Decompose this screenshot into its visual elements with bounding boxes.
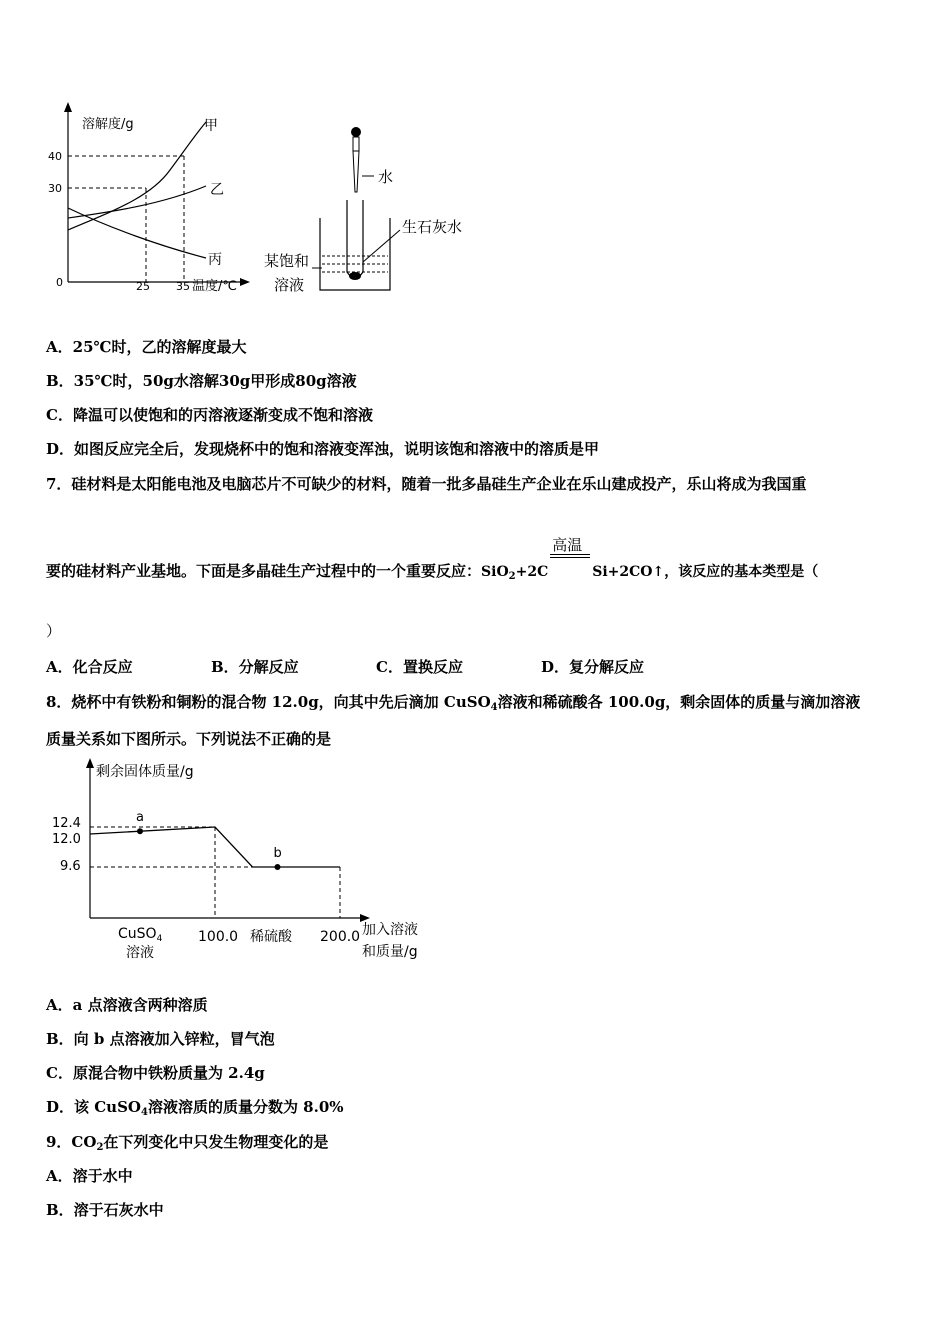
- q6-option-b: B．35℃时，50g水溶解30g甲形成80g溶液: [46, 372, 357, 390]
- chart-xtick-200: 200.0: [320, 929, 361, 945]
- q6-option-c: C．降温可以使饱和的丙溶液逐渐变成不饱和溶液: [46, 406, 373, 424]
- q7-option-d: D．复分解反应: [541, 658, 645, 676]
- x-tick-35: 35: [176, 280, 190, 293]
- chart-ytick-9-6: 9.6: [60, 859, 81, 874]
- q7-product: Si+2CO↑，该反应的基本类型是（: [592, 564, 819, 580]
- q6-option-a: A．25℃时，乙的溶解度最大: [46, 338, 247, 356]
- mass-chart: [40, 756, 440, 966]
- curve-label-yi: 乙: [210, 182, 224, 198]
- series-line: [90, 827, 340, 867]
- q7-option-a: A．化合反应: [46, 658, 133, 676]
- q7-option-c: C．置换反应: [376, 658, 463, 676]
- q8-option-b: B．向 b 点溶液加入锌粒，冒气泡: [46, 1030, 275, 1048]
- label-quicklime: 生石灰水: [402, 218, 463, 236]
- origin-label: 0: [56, 276, 63, 289]
- chart-ytick-12-0: 12.0: [52, 832, 81, 847]
- q6-option-d: D．如图反应完全后，发现烧杯中的饱和溶液变浑浊，说明该饱和溶液中的溶质是甲: [46, 440, 600, 458]
- label-water: 水: [378, 168, 394, 186]
- q8-stem-line2: 质量关系如下图所示。下列说法不正确的是: [46, 730, 332, 748]
- chart-xlabel-2: 和质量/g: [362, 944, 418, 960]
- point-a: [137, 828, 143, 834]
- x-tick-25: 25: [136, 280, 150, 293]
- y-tick-40: 40: [48, 150, 62, 163]
- solubility-figure: [40, 100, 480, 300]
- q7-stem-line1: 7．硅材料是太阳能电池及电脑芯片不可缺少的材料，随着一批多晶硅生产企业在乐山建成投产，乐山将成为我国重: [46, 475, 807, 493]
- q7-reactant: SiO$_2$+2C: [481, 564, 549, 582]
- chart-region-cuso4-line2: 溶液: [126, 945, 154, 961]
- curve-jia: [68, 122, 206, 230]
- chart-xtick-100: 100.0: [198, 929, 239, 945]
- curve-label-jia: 甲: [204, 118, 218, 134]
- point-b: [275, 864, 281, 870]
- y-tick-30: 30: [48, 182, 62, 195]
- curve-yi: [68, 186, 206, 218]
- q7-condition-arrow: [550, 536, 590, 576]
- q9-option-a: A．溶于水中: [46, 1167, 133, 1185]
- curve-label-bing: 丙: [208, 252, 222, 268]
- q8-option-c: C．原混合物中铁粉质量为 2.4g: [46, 1064, 265, 1082]
- chart-region-cuso4: CuSO$_4$: [118, 926, 163, 944]
- q9-option-b: B．溶于石灰水中: [46, 1201, 164, 1219]
- chart-region-acid: 稀硫酸: [250, 929, 292, 945]
- y-axis-label: 溶解度/g: [82, 117, 134, 132]
- label-solution-2: 溶液: [274, 276, 305, 294]
- x-axis-label: 温度/℃: [192, 279, 237, 294]
- q8-option-d: D．该 CuSO$_4$溶液溶质的质量分数为 8.0%: [46, 1098, 344, 1118]
- q7-close-paren: ）: [46, 622, 62, 640]
- q7-stem-line2: [46, 536, 819, 582]
- point-b-label: b: [273, 846, 282, 861]
- q8-stem-line1: 8．烧杯中有铁粉和铜粉的混合物 12.0g，向其中先后滴加 CuSO$_4$溶液和稀硫酸各 100.0g，剩余固体的质量与滴加溶液: [46, 693, 861, 713]
- q8-option-a: A．a 点溶液含两种溶质: [46, 996, 208, 1014]
- q7-condition: 高温: [552, 536, 583, 554]
- chart-ylabel: 剩余固体质量/g: [96, 764, 194, 780]
- chart-xlabel-1: 加入溶液: [362, 922, 418, 938]
- q9-stem: 9．$CO_2$在下列变化中只发生物理变化的是: [46, 1133, 329, 1153]
- chart-ytick-12-4: 12.4: [52, 816, 81, 831]
- q7-stem-prefix: 要的硅材料产业基地。下面是多晶硅生产过程中的一个重要反应：: [46, 562, 482, 580]
- label-solution-1: 某饱和: [264, 252, 310, 270]
- point-a-label: a: [136, 810, 144, 826]
- q7-option-b: B．分解反应: [211, 658, 299, 676]
